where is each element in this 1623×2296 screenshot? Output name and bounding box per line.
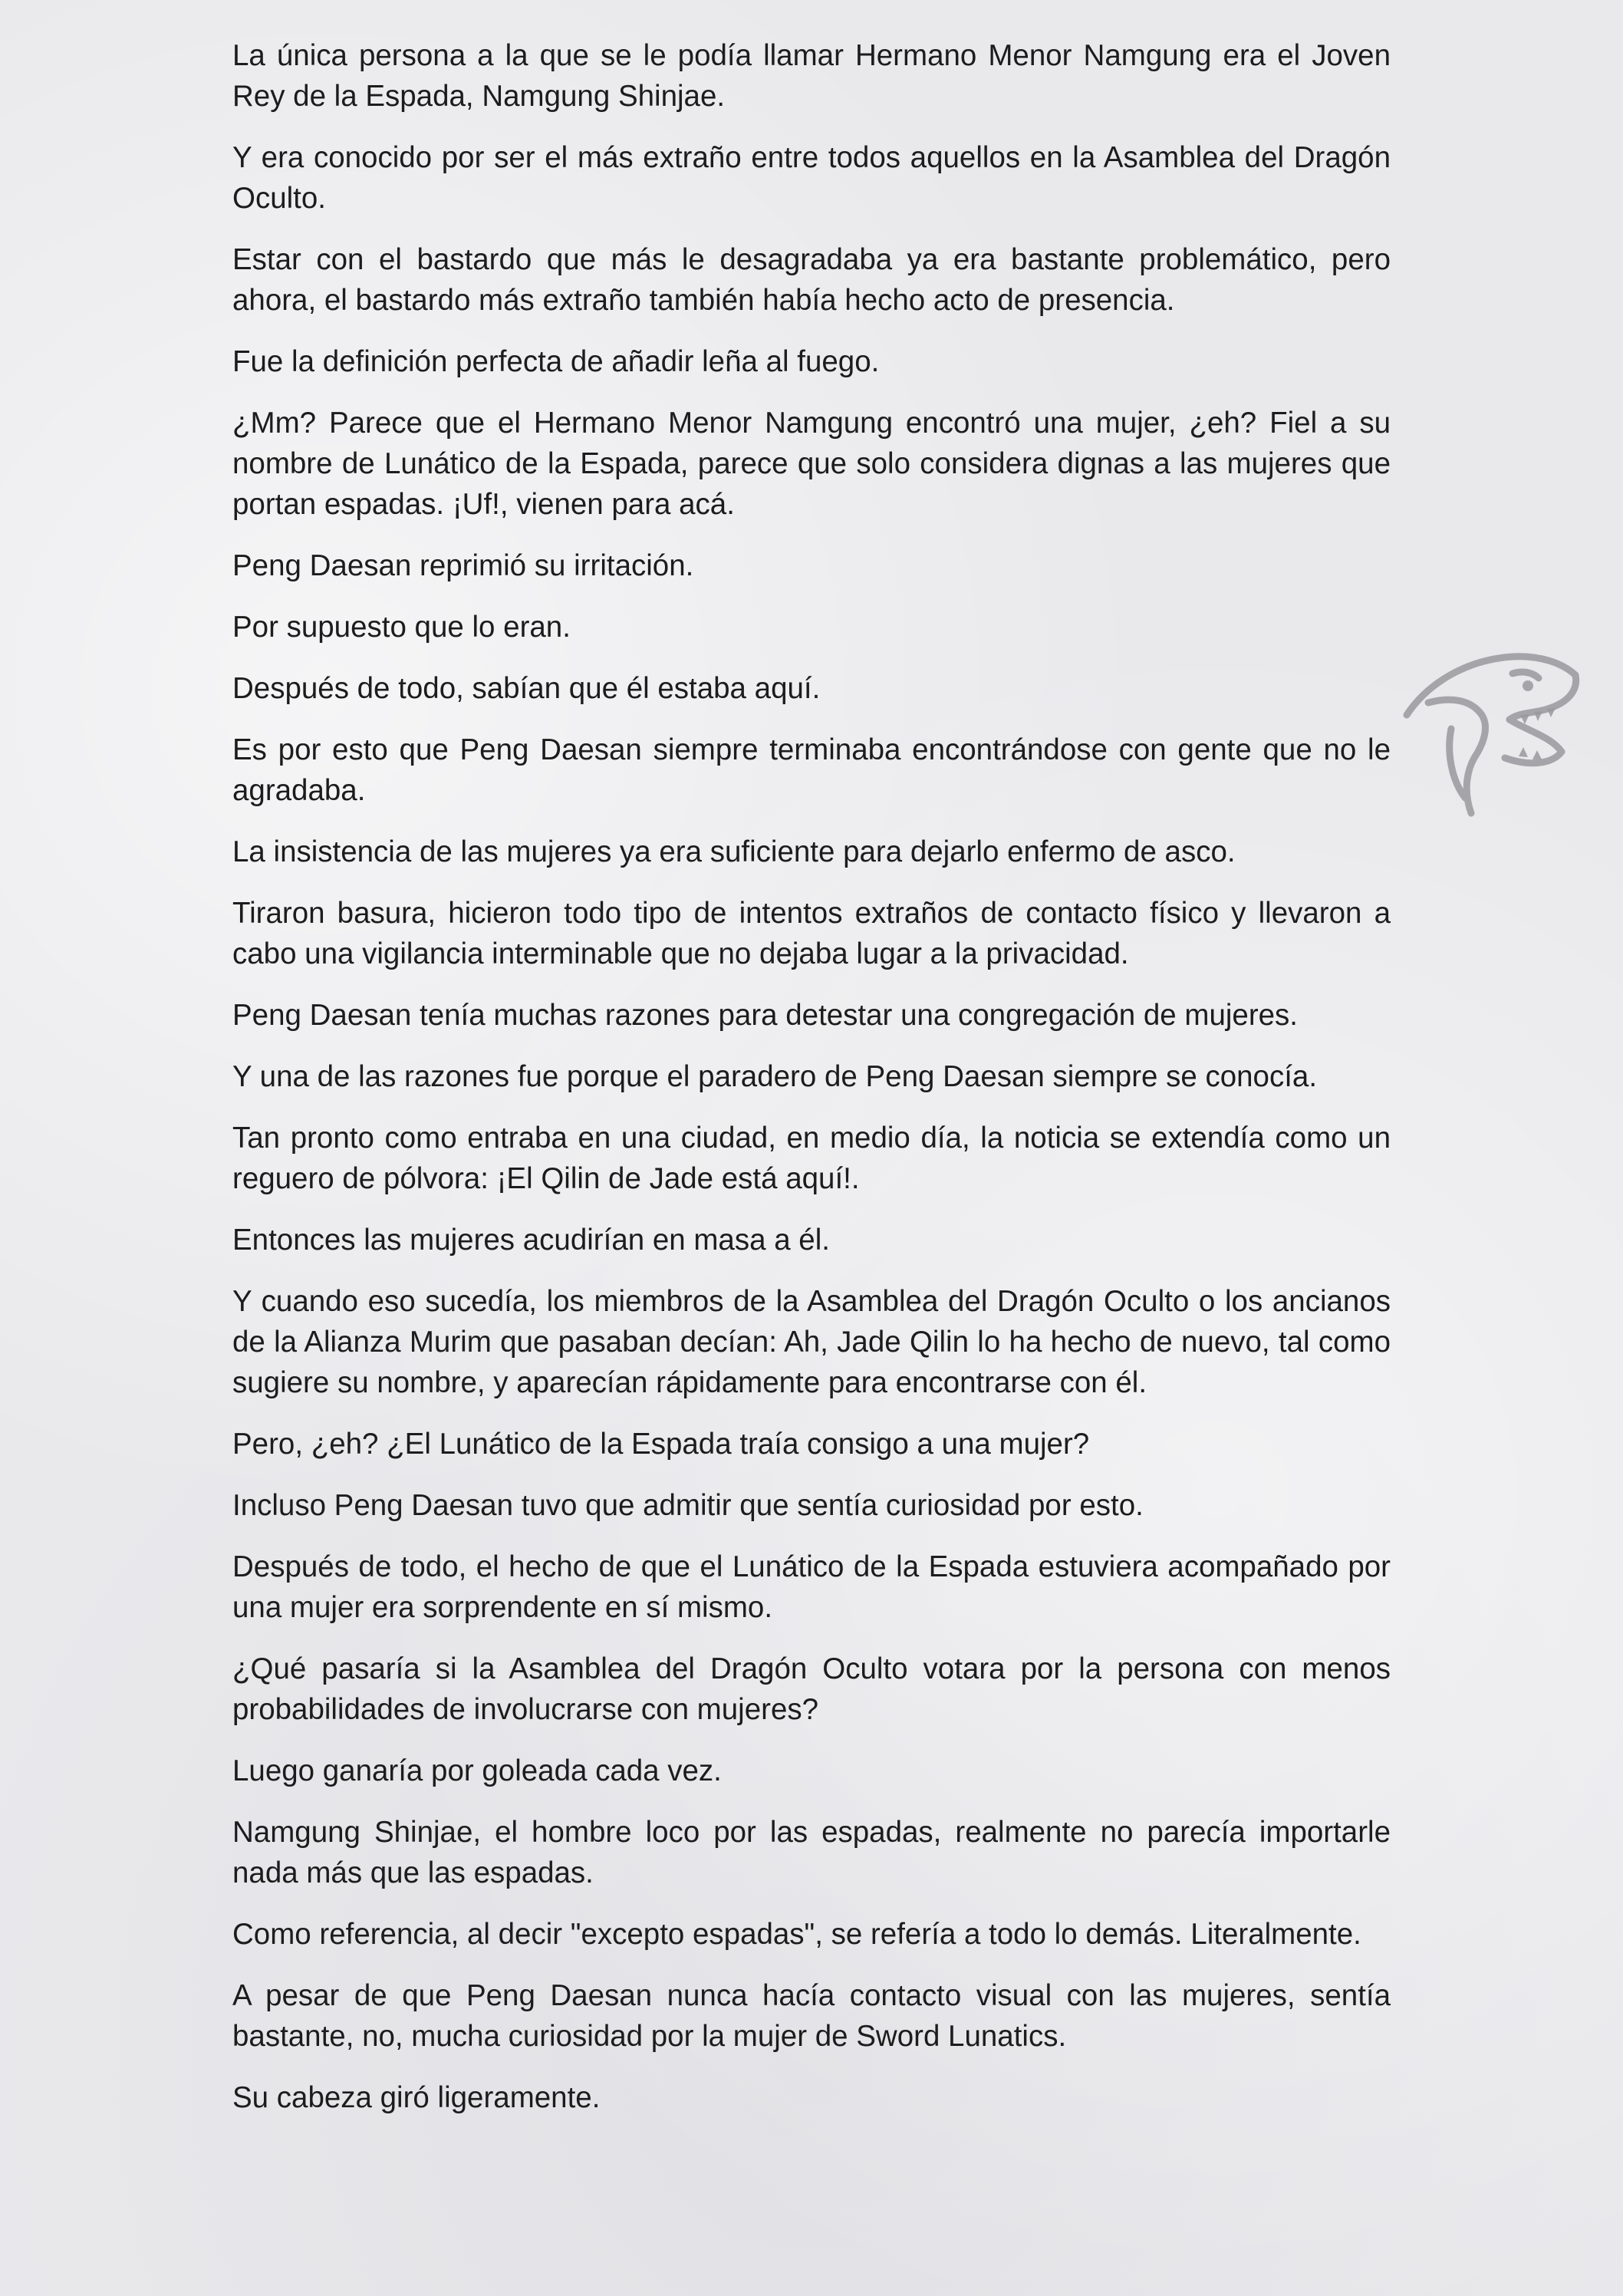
dinosaur-head-icon: [1397, 629, 1582, 828]
paragraph-11: Tiraron basura, hicieron todo tipo de intentos extraños de contacto físico y llevaron a cabo una vigilancia interminable que no dejaba lugar a la privacidad.: [232, 897, 1391, 970]
paragraph-24: A pesar de que Peng Daesan nunca hacía contacto visual con las mujeres, sentía bastante, no, mucha curiosidad por la mujer de Sword Lunatics.: [232, 1979, 1391, 2053]
paragraph-6: Peng Daesan reprimió su irritación.: [232, 549, 694, 582]
paragraph-13: Y una de las razones fue porque el paradero de Peng Daesan siempre se conocía.: [232, 1060, 1318, 1093]
document-body: [232, 35, 1391, 2139]
paragraph-19: Después de todo, el hecho de que el Lunático de la Espada estuviera acompañado por una mujer era sorprendente en sí mismo.: [232, 1550, 1391, 1624]
paragraph-2: Y era conocido por ser el más extraño entre todos aquellos en la Asamblea del Dragón Oculto.: [232, 141, 1391, 215]
paragraph-10: La insistencia de las mujeres ya era suficiente para dejarlo enfermo de asco.: [232, 835, 1236, 868]
paragraph-22: Namgung Shinjae, el hombre loco por las espadas, realmente no parecía importarle nada más que las espadas.: [232, 1816, 1391, 1889]
paragraph-4: Fue la definición perfecta de añadir leña al fuego.: [232, 345, 880, 378]
paragraph-5: ¿Mm? Parece que el Hermano Menor Namgung encontró una mujer, ¿eh? Fiel a su nombre de Lunático de la Espada, parece que solo considera dignas a las mujeres que portan espadas. ¡Uf!, vienen para acá.: [232, 407, 1391, 521]
paragraph-25: Su cabeza giró ligeramente.: [232, 2081, 601, 2114]
paragraph-18: Incluso Peng Daesan tuvo que admitir que sentía curiosidad por esto.: [232, 1489, 1144, 1522]
paragraph-23: Como referencia, al decir "excepto espadas", se refería a todo lo demás. Literalmente.: [232, 1918, 1361, 1951]
paragraph-1: La única persona a la que se le podía llamar Hermano Menor Namgung era el Joven Rey de la Espada, Namgung Shinjae.: [232, 39, 1391, 113]
paragraph-3: Estar con el bastardo que más le desagradaba ya era bastante problemático, pero ahora, el bastardo más extraño también había hecho acto de presencia.: [232, 243, 1391, 317]
paragraph-8: Después de todo, sabían que él estaba aquí.: [232, 672, 821, 705]
paragraph-20: ¿Qué pasaría si la Asamblea del Dragón Oculto votara por la persona con menos probabilidades de involucrarse con mujeres?: [232, 1652, 1391, 1726]
paragraph-16: Y cuando eso sucedía, los miembros de la Asamblea del Dragón Oculto o los ancianos de la Alianza Murim que pasaban decían: Ah, Jade Qilin lo ha hecho de nuevo, tal como sugiere su nombre, y aparecían rápidamente para encontrarse con él.: [232, 1285, 1391, 1399]
paragraph-15: Entonces las mujeres acudirían en masa a él.: [232, 1224, 830, 1257]
paragraph-12: Peng Daesan tenía muchas razones para detestar una congregación de mujeres.: [232, 999, 1299, 1032]
paragraph-7: Por supuesto que lo eran.: [232, 611, 571, 644]
paragraph-9: Es por esto que Peng Daesan siempre terminaba encontrándose con gente que no le agradaba.: [232, 733, 1391, 807]
paragraph-14: Tan pronto como entraba en una ciudad, en medio día, la noticia se extendía como un reguero de pólvora: ¡El Qilin de Jade está aquí!.: [232, 1122, 1391, 1195]
paragraph-17: Pero, ¿eh? ¿El Lunático de la Espada traía consigo a una mujer?: [232, 1428, 1090, 1461]
paragraph-21: Luego ganaría por goleada cada vez.: [232, 1754, 722, 1787]
